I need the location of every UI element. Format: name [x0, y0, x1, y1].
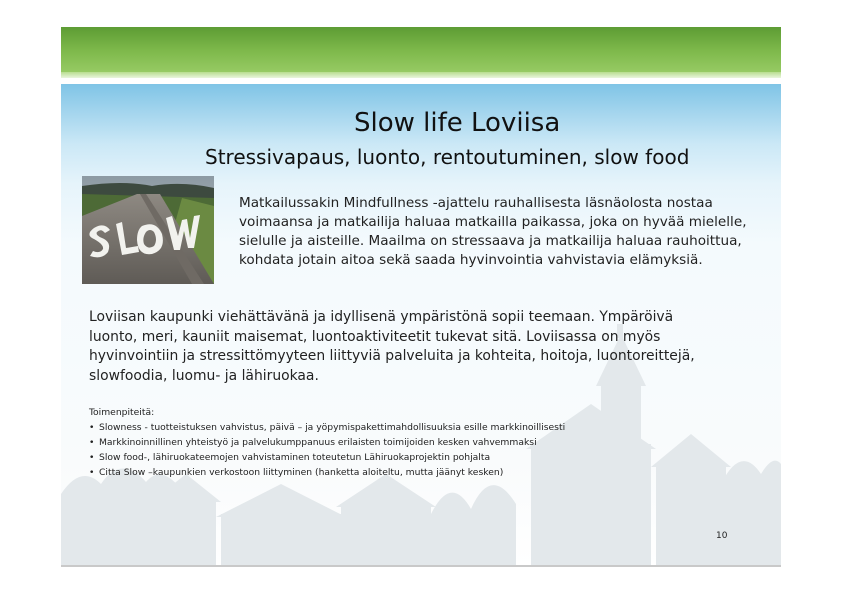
- slide-subtitle: Stressivapaus, luonto, rentoutuminen, slow food: [205, 145, 690, 169]
- intro-paragraph: Matkailussakin Mindfullness -ajattelu rauhallisesta läsnäolosta nostaa voimaansa ja matkailija haluaa matkailla paikassa, joka on hyvää mielelle, sielulle ja aisteille. Maailma on stressaava ja matkailija haluaa rauhoittua, kohdata jotain aitoa sekä saada hyvinvointia vahvistavia elämyksiä.: [239, 195, 747, 268]
- body-paragraph: Loviisan kaupunki viehättävänä ja idyllisenä ympäristönä sopii teemaan. Ympäröivä luonto, meri, kauniit maisemat, luontoaktiviteetit tukevat sitä. Loviisassa on myös hyvinvointiin ja stressittömyyteen liittyviä palveluita ja kohteita, hoitoja, luontoreittejä, slowfoodia, luomu- ja lähiruokaa.: [89, 309, 695, 384]
- list-item: • Slowness - tuotteistuksen vahvistus, päivä – ja yöpymispakettimahdollisuuksia esille markkinoillisesti: [89, 420, 729, 435]
- list-item: • Markkinoinnillinen yhteistyö ja palvelukumppanuus erilaisten toimijoiden kesken vahvemmaksi: [89, 435, 729, 450]
- measures-section: [89, 405, 729, 480]
- measures-heading: Toimenpiteitä:: [89, 407, 155, 418]
- page-number: 10: [716, 531, 728, 541]
- list-item: • Citta Slow –kaupunkien verkostoon liittyminen (hanketta aloiteltu, mutta jäänyt kesken): [89, 465, 729, 480]
- slow-road-photo: [82, 176, 214, 284]
- list-item: • Slow food-, lähiruokateemojen vahvistaminen toteutetun Lähiruokaprojektin pohjalta: [89, 450, 729, 465]
- footer-rule: [61, 565, 781, 567]
- slide-title: Slow life Loviisa: [354, 108, 561, 138]
- measures-list: [89, 420, 729, 480]
- header-green-band: [61, 27, 781, 78]
